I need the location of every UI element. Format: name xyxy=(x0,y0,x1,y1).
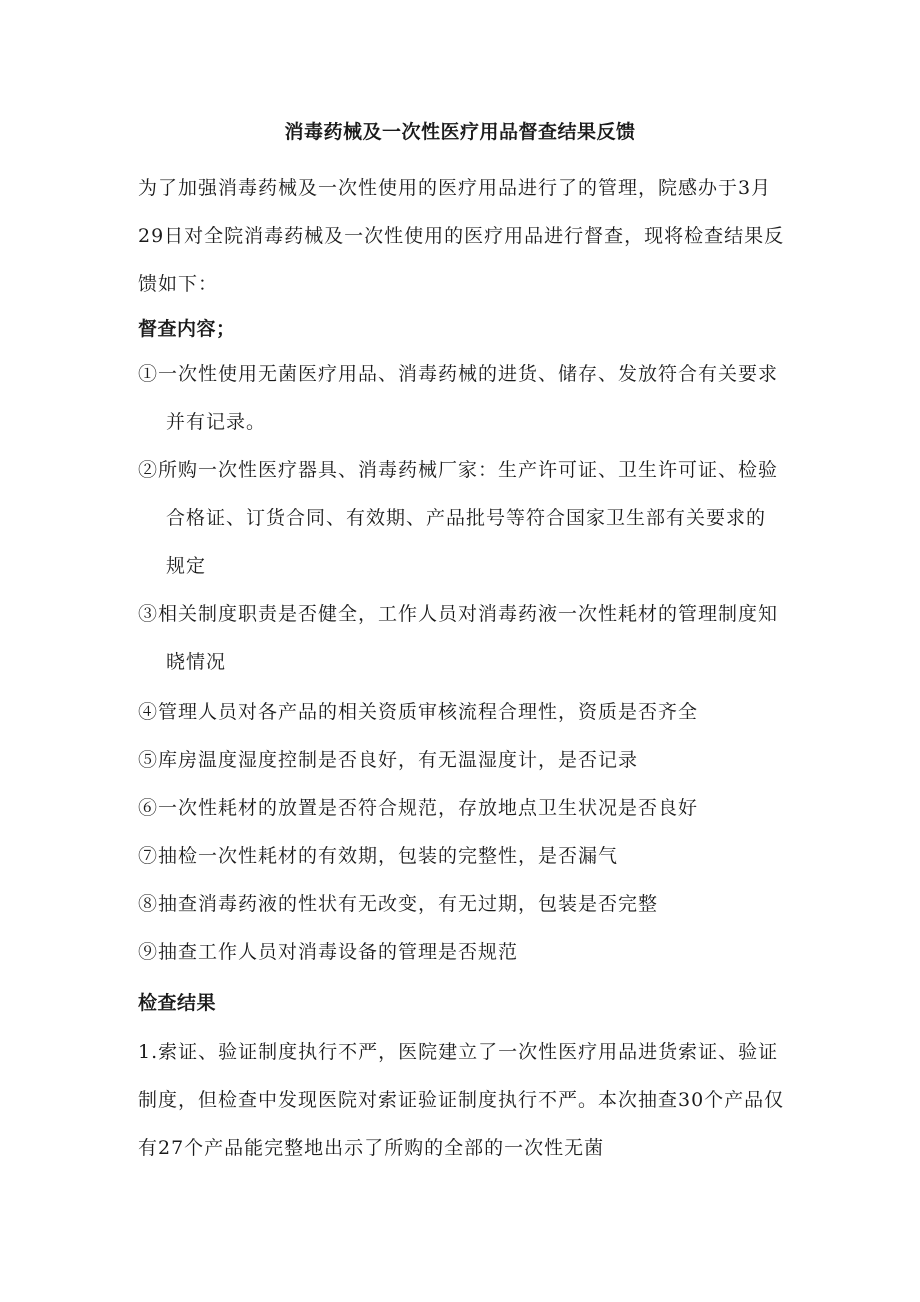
results-paragraph xyxy=(138,1028,788,1172)
item-text-cont: 并有记录。 xyxy=(166,411,267,433)
intro-line: 馈如下： xyxy=(138,273,219,295)
inspection-item-2 xyxy=(138,446,788,590)
item-text: ⑧抽查消毒药液的性状有无改变，有无过期，包装是否完整 xyxy=(138,893,659,915)
inspection-item-8 xyxy=(138,880,788,928)
inspection-item-4 xyxy=(138,688,788,736)
item-text-cont: 晓情况 xyxy=(166,651,227,673)
item-text: ⑦抽检一次性耗材的有效期，包装的完整性，是否漏气 xyxy=(138,845,619,867)
intro-paragraph xyxy=(138,164,788,308)
results-line: 1.索证、验证制度执行不严，医院建立了一次性医疗用品进货索证、验证 xyxy=(138,1041,779,1063)
item-text: ②所购一次性医疗器具、消毒药械厂家：生产许可证、卫生许可证、检验 xyxy=(138,459,779,481)
item-text-cont: 规定 xyxy=(166,555,207,577)
item-text: ⑥一次性耗材的放置是否符合规范，存放地点卫生状况是否良好 xyxy=(138,797,699,819)
item-text-cont: 合格证、订货合同、有效期、产品批号等符合国家卫生部有关要求的 xyxy=(166,507,767,529)
inspection-item-9 xyxy=(138,928,788,976)
results-line: 制度，但检查中发现医院对索证验证制度执行不严。本次抽查30个产品仅 xyxy=(138,1089,785,1111)
results-line: 有27个产品能完整地出示了所购的全部的一次性无菌 xyxy=(138,1137,605,1159)
section-heading-results: 检查结果 xyxy=(138,992,217,1014)
inspection-item-3 xyxy=(138,590,788,686)
item-text: ③相关制度职责是否健全，工作人员对消毒药液一次性耗材的管理制度知 xyxy=(138,603,779,625)
inspection-item-1 xyxy=(138,350,788,446)
section-heading-inspection-content: 督查内容； xyxy=(138,318,236,340)
item-text: ⑤库房温度湿度控制是否良好，有无温湿度计，是否记录 xyxy=(138,749,639,771)
inspection-item-7 xyxy=(138,832,788,880)
item-text: ⑨抽查工作人员对消毒设备的管理是否规范 xyxy=(138,941,519,963)
item-text: ④管理人员对各产品的相关资质审核流程合理性，资质是否齐全 xyxy=(138,701,699,723)
item-text: ①一次性使用无菌医疗用品、消毒药械的进货、储存、发放符合有关要求 xyxy=(138,363,779,385)
inspection-item-6 xyxy=(138,784,788,832)
intro-line: 29日对全院消毒药械及一次性使用的医疗用品进行督查，现将检查结果反 xyxy=(138,225,785,247)
inspection-item-5 xyxy=(138,736,788,784)
document-title: 消毒药械及一次性医疗用品督查结果反馈 xyxy=(284,121,636,143)
intro-line: 为了加强消毒药械及一次性使用的医疗用品进行了的管理，院感办于3月 xyxy=(138,177,772,199)
